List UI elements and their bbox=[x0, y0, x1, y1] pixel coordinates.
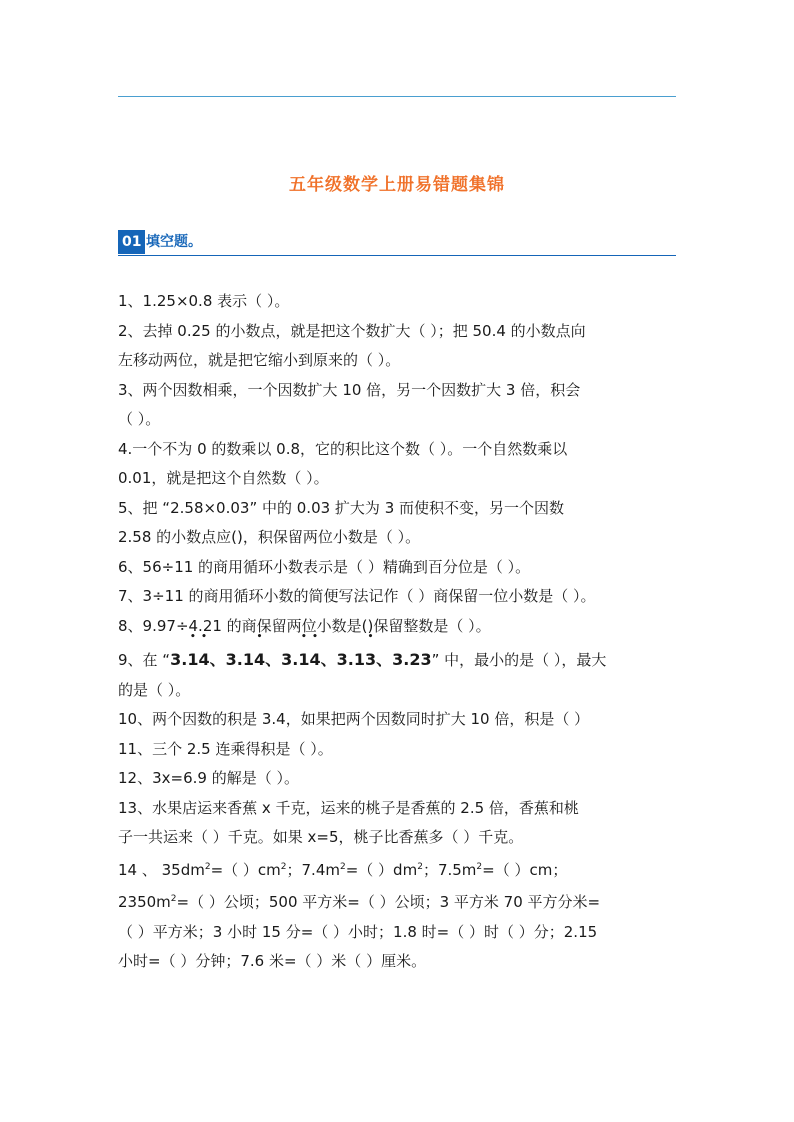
question-line: 7、3÷11 的商用循环小数的简便写法记作（ ）商保留一位小数是（ ）。 bbox=[118, 587, 596, 605]
top-rule bbox=[118, 96, 676, 97]
section-header bbox=[118, 228, 676, 256]
question-line: （ ）。 bbox=[118, 410, 161, 428]
question-line: 3、两个因数相乘，一个因数扩大 10 倍，另一个因数扩大 3 倍，积会 bbox=[118, 380, 581, 399]
question-line: 14 、 $35dm^2=$（ ）$cm^2$；$7.4m^2=$（ ）$dm^2$；$7.5m^2=$（ ）cm； bbox=[118, 860, 568, 879]
question-line: 2.58 的小数点应()，积保留两位小数是（ ）。 bbox=[118, 528, 421, 546]
question-line: 6、56÷11 的商用循环小数表示是（ ）精确到百分位是（ ）。 bbox=[118, 557, 531, 576]
question-line: 左移动两位，就是把它缩小到原来的（ ）。 bbox=[118, 351, 401, 369]
repeating-decimal: 3.• 1• 4 bbox=[170, 650, 210, 669]
question-line: 12、3x=6.9 的解是（ ）。 bbox=[118, 769, 299, 787]
q9-suffix: ” 中，最小的是（ ），最大 bbox=[431, 651, 607, 669]
question-line: 10、两个因数的积是 3.4，如果把两个因数同时扩大 10 倍，积是（ ） bbox=[118, 710, 590, 728]
q9-prefix: 9、在 “ bbox=[118, 651, 171, 669]
page-title: 五年级数学上册易错题集锦 bbox=[289, 175, 505, 195]
question-line: 2、去掉 0.25 的小数点，就是把这个数扩大（ ）；把 50.4 的小数点向 bbox=[118, 321, 586, 340]
question-line: 0.01，就是把这个自然数（ ）。 bbox=[118, 469, 329, 487]
question-line: 小时=（ ）分钟；7.6 米=（ ）米（ ）厘米。 bbox=[118, 952, 427, 970]
question-line: （ ）平方米；3 小时 15 分=（ ）小时；1.8 时=（ ）时（ ）分；2.15 bbox=[118, 922, 598, 941]
question-line: 4.一个不为 0 的数乘以 0.8，它的积比这个数（ ）。一个自然数乘以 bbox=[118, 439, 568, 458]
repeating-decimals: 3.• 1• 4、3.1• 4、3.• 1• 4、3.1• 3、3.23 bbox=[170, 645, 432, 675]
repeating-decimal: 3.1• 3 bbox=[337, 650, 376, 669]
question-line: 8、9.97÷4.21 的商保留两位小数是()保留整数是（ ）。 bbox=[118, 616, 491, 635]
repeating-decimal: 3.• 1• 4 bbox=[281, 650, 321, 669]
question-line bbox=[118, 645, 678, 676]
section-number: 01 bbox=[118, 230, 145, 254]
question-line: 子一共运来（ ）千克。如果 x=5，桃子比香蕉多（ ）千克。 bbox=[118, 828, 524, 846]
repeating-decimal: 3.1• 4 bbox=[226, 650, 265, 669]
decimal: 3.23 bbox=[392, 650, 432, 669]
question-list bbox=[118, 287, 678, 977]
question-line: 13、水果店运来香蕉 x 千克，运来的桃子是香蕉的 2.5 倍，香蕉和桃 bbox=[118, 798, 579, 817]
section-title: 填空题。 bbox=[146, 234, 202, 250]
question-line: $2350m^2=$（ ）公顷；500 平方米=（ ）公顷；3 平方米 70 平方分米= bbox=[118, 893, 601, 911]
question-line: 5、把 “2.58×0.03” 中的 0.03 扩大为 3 而使积不变，另一个因数 bbox=[118, 498, 565, 517]
section-rule bbox=[118, 255, 676, 256]
question-line: 11、三个 2.5 连乘得积是（ ）。 bbox=[118, 739, 333, 758]
question-line: 1、1.25×0.8 表示（ ）。 bbox=[118, 292, 290, 310]
question-line: 的是（ ）。 bbox=[118, 680, 191, 699]
